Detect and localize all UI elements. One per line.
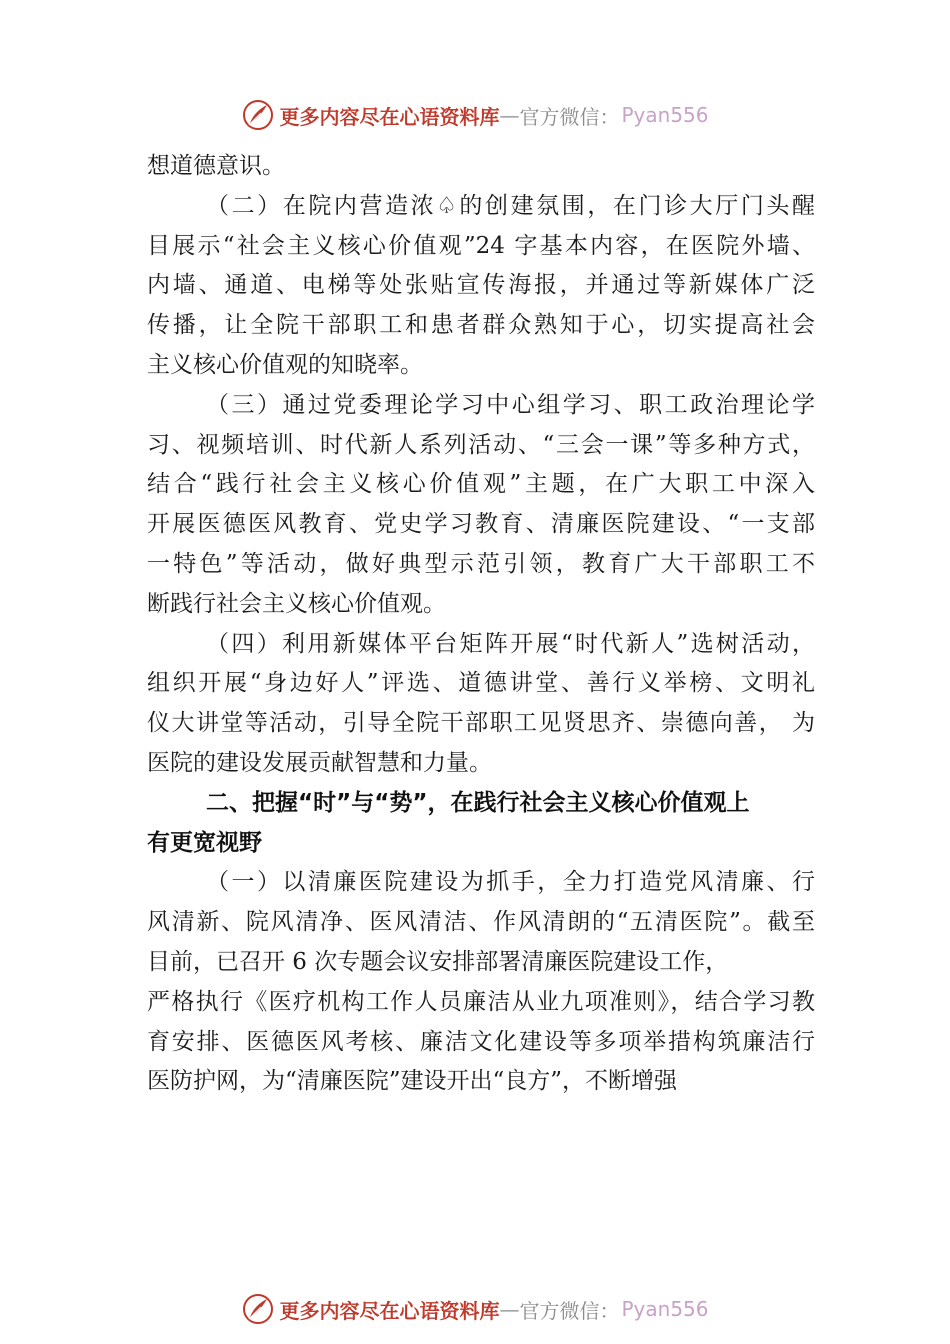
banner-wechat-id: Pyan556 bbox=[621, 1297, 709, 1321]
body-text-line: 目展示“社会主义核心价值观”24 字基本内容，在医院外墙、 bbox=[147, 232, 815, 259]
section-heading-line: 二、把握“时”与“势”，在践行社会主义核心价值观上 bbox=[206, 789, 750, 816]
body-text-line: 组织开展“身边好人”评选、道德讲堂、善行义举榜、文明礼 bbox=[147, 670, 815, 697]
body-text-line: 断践行社会主义核心价值观。 bbox=[147, 590, 446, 617]
banner-wechat-id: Pyan556 bbox=[621, 103, 709, 127]
feather-logo-icon bbox=[241, 98, 275, 132]
body-text-line: 开展医德医风教育、党史学习教育、清廉医院建设、“一支部 bbox=[147, 511, 815, 538]
banner-official-label: 官方微信： bbox=[519, 104, 620, 129]
body-text-line: （二）在院内营造浓♤的创建氛围，在门诊大厅门头醒 bbox=[206, 192, 815, 219]
body-text-line: 一特色”等活动，做好典型示范引领，教育广大干部职工不 bbox=[147, 550, 815, 577]
body-text-line: 传播，让全院干部职工和患者群众熟知于心，切实提高社会 bbox=[147, 312, 815, 339]
body-text-line: 结合“践行社会主义核心价值观”主题，在广大职工中深入 bbox=[147, 471, 815, 498]
body-text-line: （一）以清廉医院建设为抓手，全力打造党风清廉、行 bbox=[206, 869, 815, 896]
body-text-line: 习、视频培训、时代新人系列活动、“三会一课”等多种方式， bbox=[147, 431, 815, 458]
banner-official-label: 官方微信： bbox=[519, 1298, 620, 1323]
body-text-line: 严格执行《医疗机构工作人员廉洁从业九项准则》，结合学习教 bbox=[147, 988, 815, 1015]
banner-brand-text: 更多内容尽在心语资料库 bbox=[279, 1298, 500, 1323]
banner-dash: — bbox=[499, 1297, 520, 1321]
feather-logo-icon bbox=[241, 1292, 275, 1326]
document-body bbox=[147, 147, 815, 1102]
body-text-line: （四）利用新媒体平台矩阵开展“时代新人”选树活动， bbox=[206, 630, 815, 657]
body-text-line: 医院的建设发展贡献智慧和力量。 bbox=[147, 749, 492, 776]
body-text-line: 内墙、通道、电梯等处张贴宣传海报，并通过等新媒体广泛 bbox=[147, 272, 815, 299]
body-text-line: 仪大讲堂等活动，引导全院干部职工见贤思齐、崇德向善， 为 bbox=[147, 710, 815, 737]
body-text-line: 目前，已召开 6 次专题会议安排部署清廉医院建设工作， bbox=[147, 948, 729, 975]
banner-brand-text: 更多内容尽在心语资料库 bbox=[279, 104, 500, 129]
body-text-line: 风清新、院风清净、医风清洁、作风清朗的“五清医院”。截至 bbox=[147, 909, 815, 936]
banner-dash: — bbox=[499, 103, 520, 127]
footer-watermark-banner bbox=[0, 1289, 950, 1329]
body-text-line: 育安排、医德医风考核、廉洁文化建设等多项举措构筑廉洁行 bbox=[147, 1028, 815, 1055]
section-heading-line: 有更宽视野 bbox=[147, 829, 262, 856]
body-text-line: 想道德意识。 bbox=[147, 153, 285, 179]
body-text-line: 主义核心价值观的知晓率。 bbox=[147, 351, 423, 378]
body-text-line: （三）通过党委理论学习中心组学习、职工政治理论学 bbox=[206, 391, 815, 418]
body-text-line: 医防护网，为“清廉医院”建设开出“良方”，不断增强 bbox=[147, 1068, 678, 1095]
header-watermark-banner bbox=[0, 95, 950, 135]
